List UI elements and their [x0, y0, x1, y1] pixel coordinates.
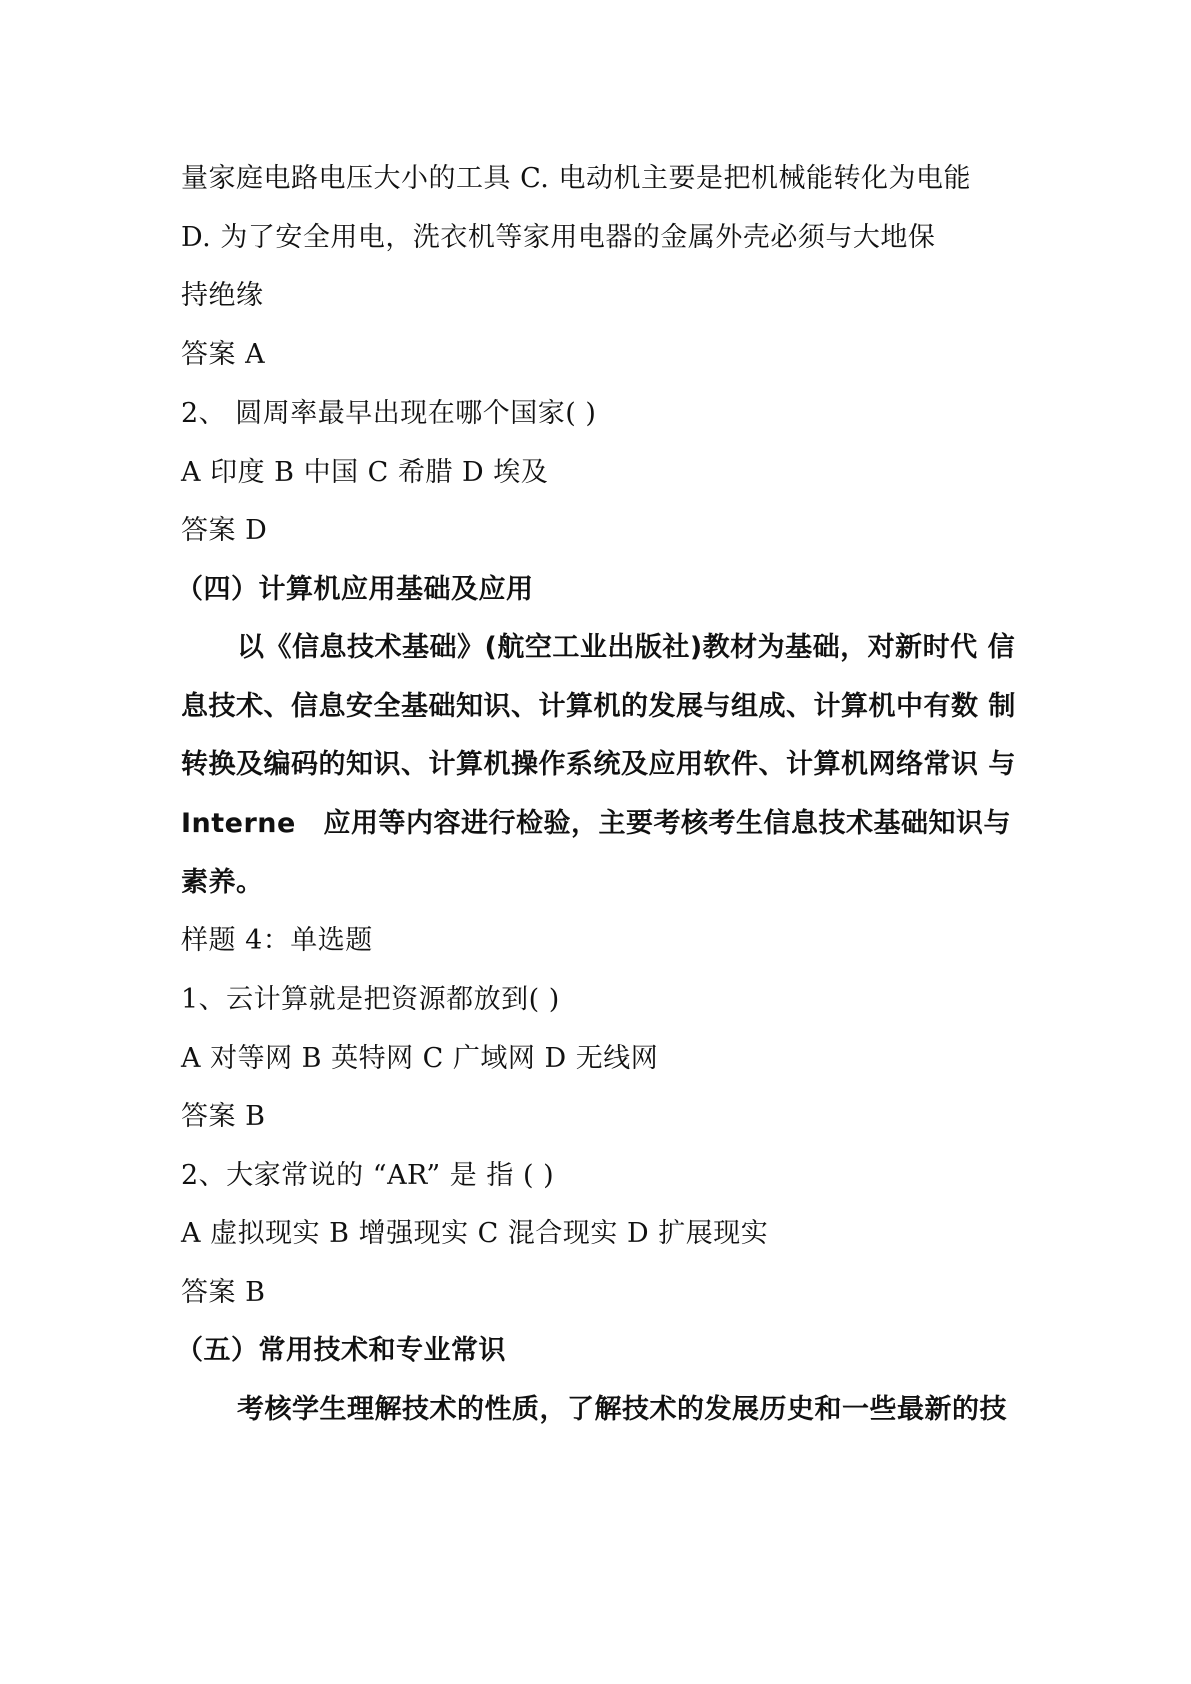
- paragraph-line: [181, 807, 1011, 841]
- question-line: 2、 圆周率最早出现在哪个国家( ): [181, 398, 597, 429]
- question-line: 2、大家常说的 “AR” 是 指 ( ): [181, 1160, 555, 1191]
- text-line: 持绝缘: [181, 280, 264, 311]
- options-line: A 对等网 B 英特网 C 广域网 D 无线网: [181, 1043, 659, 1074]
- question-line: 1、云计算就是把资源都放到( ): [181, 984, 560, 1015]
- paragraph-line: 以《信息技术基础》(航空工业出版社)教材为基础，对新时代 信: [237, 632, 1016, 663]
- paragraph-line: 转换及编码的知识、计算机操作系统及应用软件、计算机网络常识 与: [181, 749, 1016, 780]
- section-heading: （四）计算机应用基础及应用: [176, 574, 534, 605]
- text-line: 量家庭电路电压大小的工具 C. 电动机主要是把机械能转化为电能: [181, 163, 971, 194]
- options-line: A 虚拟现实 B 增强现实 C 混合现实 D 扩展现实: [181, 1218, 769, 1249]
- text-line: D. 为了安全用电，洗衣机等家用电器的金属外壳必须与大地保: [181, 222, 936, 253]
- sample-heading: 样题 4：单选题: [181, 925, 373, 956]
- paragraph-line: 考核学生理解技术的性质，了解技术的发展历史和一些最新的技: [237, 1394, 1007, 1425]
- paragraph-fragment: Interne: [181, 808, 296, 839]
- options-line: A 印度 B 中国 C 希腊 D 埃及: [181, 457, 549, 488]
- answer-line: 答案 B: [181, 1101, 266, 1132]
- paragraph-line: 息技术、信息安全基础知识、计算机的发展与组成、计算机中有数 制: [181, 691, 1016, 722]
- answer-line: 答案 B: [181, 1277, 266, 1308]
- paragraph-fragment: 应用等内容进行检验，主要考核考生信息技术基础知识与: [323, 808, 1011, 839]
- answer-line: 答案 D: [181, 515, 268, 546]
- answer-line: 答案 A: [181, 339, 266, 370]
- section-heading: （五）常用技术和专业常识: [176, 1335, 506, 1366]
- paragraph-line: 素养。: [181, 867, 264, 898]
